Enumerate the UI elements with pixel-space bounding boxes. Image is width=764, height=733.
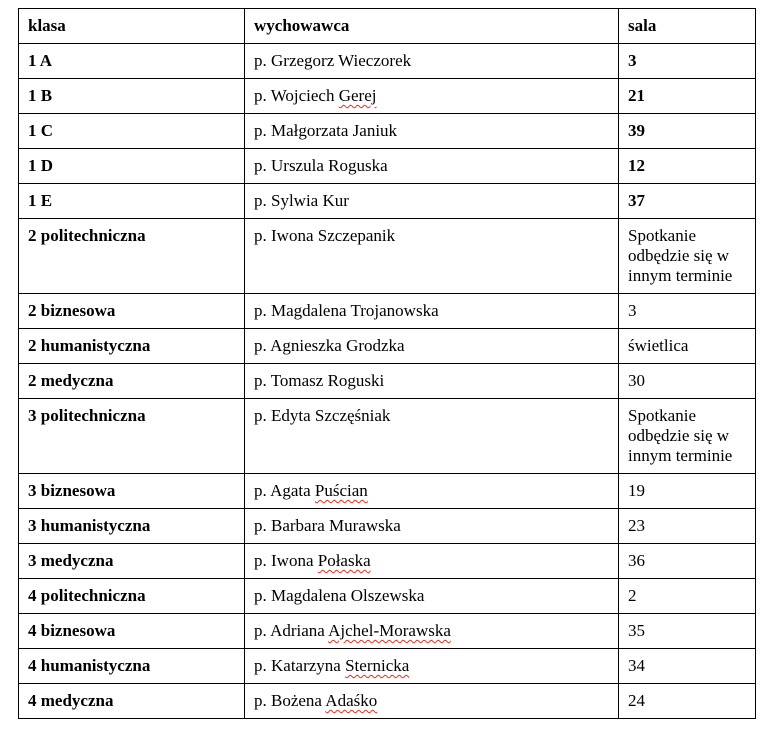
cell-klasa: 3 medyczna [19, 544, 245, 579]
cell-wychowawca [245, 364, 619, 399]
cell-klasa: 4 politechniczna [19, 579, 245, 614]
table-row [19, 44, 756, 79]
cell-klasa: 1 C [19, 114, 245, 149]
cell-klasa: 3 politechniczna [19, 399, 245, 474]
teacher-name: Sylwia Kur [271, 191, 349, 210]
class-teacher-room-table [18, 8, 756, 719]
table-row [19, 79, 756, 114]
cell-sala: 12 [619, 149, 756, 184]
cell-sala: 39 [619, 114, 756, 149]
cell-klasa: 4 humanistyczna [19, 649, 245, 684]
teacher-prefix: p. [254, 336, 271, 355]
cell-klasa: 3 humanistyczna [19, 509, 245, 544]
cell-sala: Spotkanie odbędzie się w innym terminie [619, 399, 756, 474]
teacher-prefix: p. [254, 191, 271, 210]
teacher-prefix: p. [254, 481, 271, 500]
cell-wychowawca [245, 184, 619, 219]
teacher-prefix: p. [254, 51, 271, 70]
teacher-name-spellcheck: Adaśko [325, 691, 378, 710]
cell-sala: 2 [619, 579, 756, 614]
cell-klasa: 4 medyczna [19, 684, 245, 719]
cell-sala: 37 [619, 184, 756, 219]
table-row [19, 614, 756, 649]
teacher-name: Agata [270, 481, 315, 500]
cell-wychowawca [245, 114, 619, 149]
teacher-name: Grzegorz Wieczorek [271, 51, 412, 70]
table-row [19, 184, 756, 219]
cell-wychowawca [245, 219, 619, 294]
cell-sala: 19 [619, 474, 756, 509]
table-row [19, 114, 756, 149]
cell-wychowawca [245, 474, 619, 509]
table-row [19, 149, 756, 184]
header-klasa: klasa [19, 9, 245, 44]
teacher-prefix: p. [254, 121, 271, 140]
cell-klasa: 1 B [19, 79, 245, 114]
table-row [19, 649, 756, 684]
teacher-prefix: p. [254, 406, 271, 425]
teacher-name: Iwona Szczepanik [271, 226, 396, 245]
table-header-row [19, 9, 756, 44]
cell-wychowawca [245, 614, 619, 649]
table-row [19, 544, 756, 579]
cell-wychowawca [245, 684, 619, 719]
teacher-name: Małgorzata Janiuk [271, 121, 398, 140]
cell-sala: świetlica [619, 329, 756, 364]
header-wychowawca: wychowawca [245, 9, 619, 44]
teacher-prefix: p. [254, 86, 271, 105]
cell-wychowawca [245, 44, 619, 79]
teacher-name-spellcheck: Połaska [317, 551, 371, 570]
cell-sala: 3 [619, 294, 756, 329]
table-row [19, 509, 756, 544]
teacher-prefix: p. [254, 551, 271, 570]
table-row [19, 579, 756, 614]
teacher-prefix: p. [254, 226, 271, 245]
teacher-name: Iwona [271, 551, 318, 570]
cell-klasa: 3 biznesowa [19, 474, 245, 509]
teacher-prefix: p. [254, 691, 271, 710]
table-row [19, 329, 756, 364]
teacher-name: Adriana [270, 621, 329, 640]
teacher-name: Agnieszka Grodzka [270, 336, 405, 355]
teacher-name: Tomasz Roguski [270, 371, 385, 390]
cell-wychowawca [245, 399, 619, 474]
cell-wychowawca [245, 649, 619, 684]
cell-klasa: 2 politechniczna [19, 219, 245, 294]
cell-klasa: 1 A [19, 44, 245, 79]
teacher-prefix: p. [254, 516, 271, 535]
cell-sala: 21 [619, 79, 756, 114]
header-sala: sala [619, 9, 756, 44]
cell-wychowawca [245, 149, 619, 184]
cell-sala: 23 [619, 509, 756, 544]
cell-klasa: 1 D [19, 149, 245, 184]
table-row [19, 474, 756, 509]
cell-klasa: 2 medyczna [19, 364, 245, 399]
cell-wychowawca [245, 79, 619, 114]
teacher-name: Barbara Murawska [271, 516, 401, 535]
teacher-prefix: p. [254, 371, 271, 390]
cell-sala: 3 [619, 44, 756, 79]
teacher-name: Urszula Roguska [271, 156, 388, 175]
teacher-name-spellcheck: Gerej [338, 86, 377, 105]
cell-wychowawca [245, 579, 619, 614]
cell-sala: 34 [619, 649, 756, 684]
teacher-prefix: p. [254, 621, 271, 640]
teacher-name: Katarzyna [271, 656, 346, 675]
cell-wychowawca [245, 544, 619, 579]
cell-klasa: 2 biznesowa [19, 294, 245, 329]
cell-sala: 36 [619, 544, 756, 579]
teacher-name: Wojciech [270, 86, 339, 105]
table-row [19, 399, 756, 474]
teacher-prefix: p. [254, 656, 271, 675]
teacher-name: Magdalena Trojanowska [271, 301, 439, 320]
table-body [19, 44, 756, 719]
teacher-name: Magdalena Olszewska [271, 586, 425, 605]
table-row [19, 294, 756, 329]
cell-sala: Spotkanie odbędzie się w innym terminie [619, 219, 756, 294]
cell-wychowawca [245, 294, 619, 329]
table-row [19, 364, 756, 399]
teacher-name: Edyta Szczęśniak [271, 406, 391, 425]
teacher-prefix: p. [254, 301, 271, 320]
cell-sala: 30 [619, 364, 756, 399]
teacher-prefix: p. [254, 156, 271, 175]
table-row [19, 219, 756, 294]
teacher-prefix: p. [254, 586, 271, 605]
cell-klasa: 2 humanistyczna [19, 329, 245, 364]
cell-klasa: 4 biznesowa [19, 614, 245, 649]
cell-klasa: 1 E [19, 184, 245, 219]
teacher-name: Bożena [271, 691, 326, 710]
cell-wychowawca [245, 509, 619, 544]
teacher-name-spellcheck: Ajchel-Morawska [328, 621, 451, 640]
cell-wychowawca [245, 329, 619, 364]
teacher-name-spellcheck: Puścian [314, 481, 368, 500]
table-row [19, 684, 756, 719]
teacher-name-spellcheck: Sternicka [345, 656, 410, 675]
cell-sala: 24 [619, 684, 756, 719]
cell-sala: 35 [619, 614, 756, 649]
